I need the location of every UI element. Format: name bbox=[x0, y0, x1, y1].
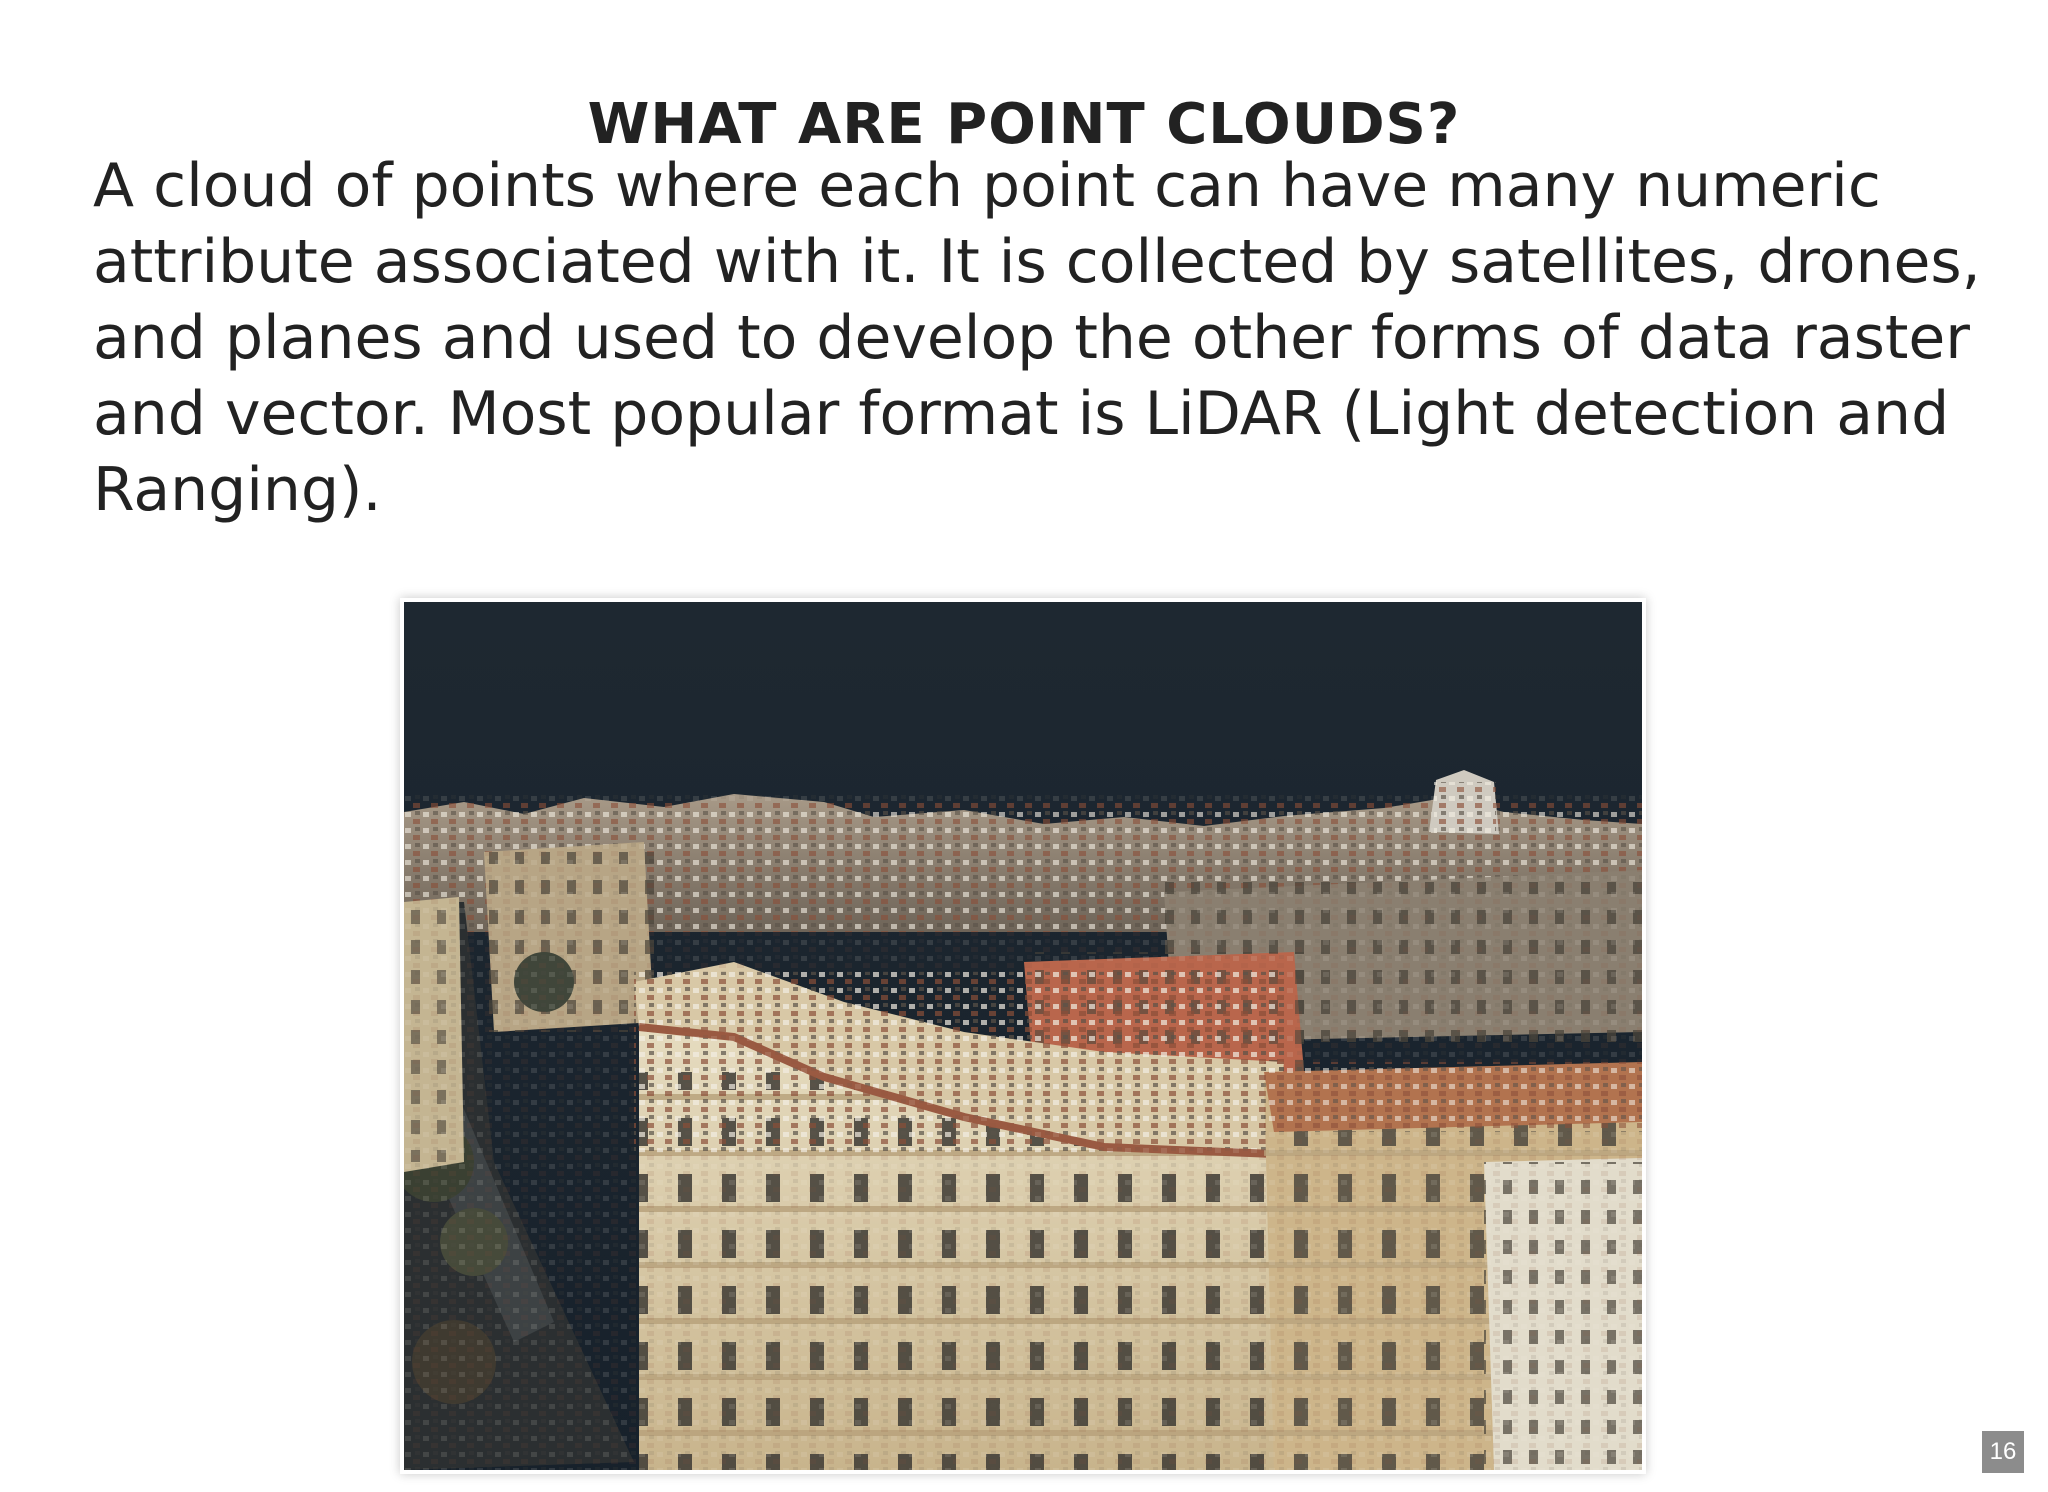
slide-title: WHAT ARE POINT CLOUDS? bbox=[587, 91, 1461, 157]
point-cloud-image bbox=[400, 598, 1646, 1474]
slide-body-text: A cloud of points where each point can have many numeric attribute associated with it. It is collected by satellites, drones, and planes and used to develop the other forms of data raster and vector. Most popular format is LiDAR (Light detection and Ranging). bbox=[93, 151, 1981, 525]
page-number-badge: 16 bbox=[1982, 1431, 2024, 1473]
point-cloud-city-image bbox=[404, 602, 1642, 1470]
